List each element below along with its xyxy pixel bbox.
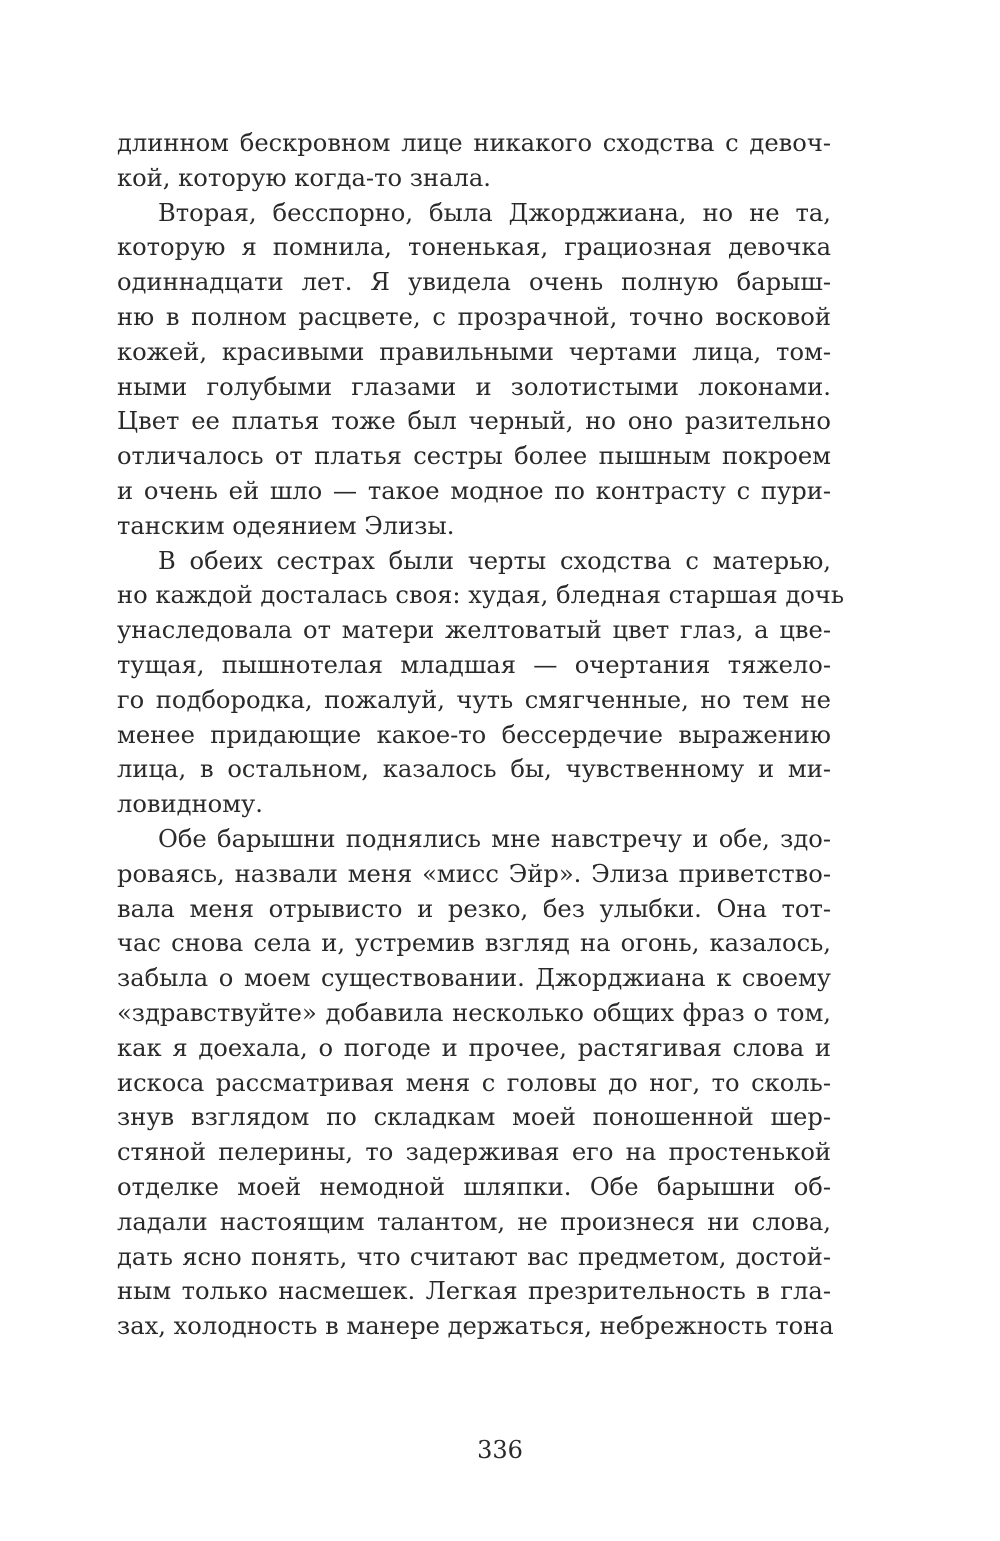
page-number: 336 [477,1436,523,1464]
text-line: кожей, красивыми правильными чертами лица, том- [117,337,831,366]
text-line: длинном бескровном лице никакого сходства с девоч- [117,129,831,157]
text-line: роваясь, назвали меня «мисс Эйр». Элиза приветство- [117,859,831,888]
text-line: менее придающие какое-то бессердечие выражению [117,720,831,749]
text-line: и очень ей шло — такое модное по контрасту с пури- [117,476,831,505]
text-line: забыла о моем существовании. Джорджиана к своему [117,964,831,993]
text-line: час снова села и, устремив взгляд на огонь, казалось, [117,929,831,958]
text-line: отделке моей немодной шляпки. Обе барышни об- [117,1172,831,1201]
text-line: дать ясно понять, что считают вас предметом, достой- [117,1242,831,1271]
text-line: лица, в остальном, казалось бы, чувственному и ми- [117,755,831,784]
text-line: «здравствуйте» добавила несколько общих фраз о том, [117,998,831,1027]
text-line: ню в полном расцвете, с прозрачной, точно восковой [117,302,831,331]
text-line: как я доехала, о погоде и прочее, растягивая слова и [117,1033,831,1062]
text-line: кой, которую когда-то знала. [117,163,491,192]
text-line: стяной пелерины, то задерживая его на простенькой [117,1138,831,1167]
text-line: го подбородка, пожалуй, чуть смягченные, но тем не [117,685,831,714]
text-line: танским одеянием Элизы. [117,511,455,540]
text-line: вала меня отрывисто и резко, без улыбки. Она тот- [117,894,831,923]
text-line: ными голубыми глазами и золотистыми локонами. [117,372,831,401]
text-line: унаследовала от матери желтоватый цвет глаз, а цве- [117,616,831,645]
text-line: ладали настоящим талантом, не произнеся ни слова, [117,1207,831,1236]
text-line: Цвет ее платья тоже был черный, но оно разительно [117,407,831,436]
text-line: Обе барышни поднялись мне навстречу и обе, здо- [158,824,831,853]
text-line: ловидному. [117,790,263,819]
text-line: одиннадцати лет. Я увидела очень полную барыш- [117,268,831,297]
text-line: тущая, пышнотелая младшая — очертания тяжело- [117,650,831,679]
text-line: ным только насмешек. Легкая презрительность в гла- [117,1277,831,1306]
text-line: искоса рассматривая меня с головы до ног, то сколь- [117,1068,831,1097]
text-line: которую я помнила, тоненькая, грациозная девочка [117,233,831,262]
text-line: зах, холодность в манере держаться, небрежность тона [117,1312,834,1341]
text-line: В обеих сестрах были черты сходства с матерью, [158,546,831,575]
text-line: Вторая, бесспорно, была Джорджиана, но не та, [158,198,831,227]
text-line: знув взглядом по складкам моей поношенной шер- [117,1103,831,1132]
text-line: но каждой досталась своя: худая, бледная старшая дочь [117,581,844,610]
body-text [117,126,844,1344]
text-line: отличалось от платья сестры более пышным покроем [117,442,831,471]
